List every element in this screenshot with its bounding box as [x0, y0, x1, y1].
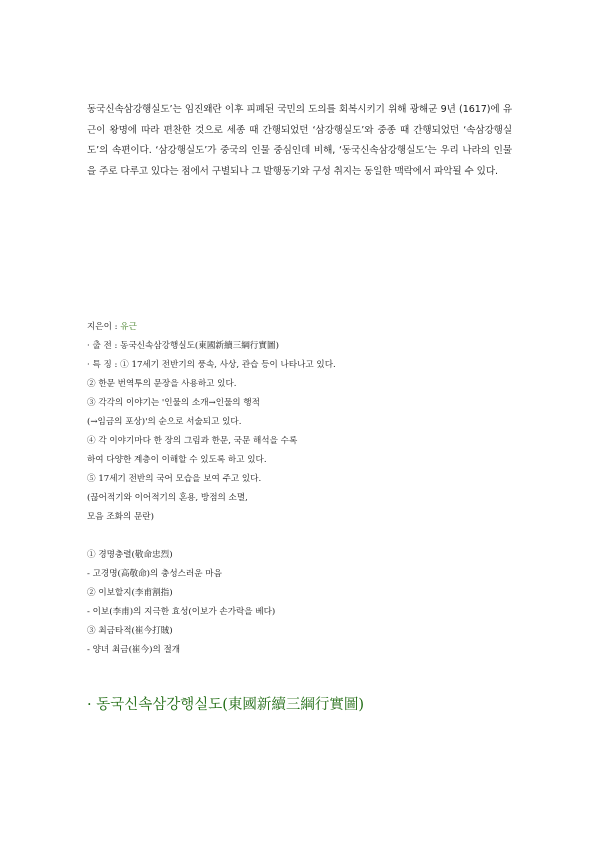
story-line: ② 이보할지(李甫割指) — [87, 588, 173, 598]
section-heading: · 동국신속삼강행실도(東國新續三綱行實圖) — [87, 697, 365, 713]
feature-line: ③ 각각의 이야기는 '인물의 소개→인물의 행적 — [87, 398, 260, 408]
story-line: - 고경명(高敬命)의 충성스러운 마음 — [87, 569, 222, 579]
feature-line: ④ 각 이야기마다 한 장의 그림과 한문, 국문 해석을 수록 — [87, 436, 298, 446]
source-line: · 출 전 : 동국신속삼강행실도(東國新續三綱行實圖) — [87, 341, 279, 351]
feature-line: ⑤ 17세기 전반의 국어 모습을 보여 주고 있다. — [87, 474, 262, 484]
story-line: - 양녀 최금(崔今)의 절개 — [87, 645, 181, 655]
story-line: - 이보(李甫)의 지극한 효성(이보가 손가락을 베다) — [87, 607, 276, 617]
author-label: 지은이 : — [87, 322, 121, 332]
story-line: ① 경명충렬(敬命忠烈) — [87, 550, 173, 560]
notes-section — [87, 318, 507, 660]
feature-line: 모음 조화의 문란) — [87, 512, 154, 522]
author-line — [87, 318, 507, 337]
feature-line: (→임금의 포상)'의 순으로 서술되고 있다. — [87, 417, 242, 427]
feature-line: 하여 다양한 계층이 이해할 수 있도록 하고 있다. — [87, 455, 267, 465]
intro-paragraph — [87, 100, 512, 182]
spacer — [87, 527, 507, 546]
feature-line: ② 한문 번역투의 문장을 사용하고 있다. — [87, 379, 237, 389]
feature-line: (끊어적기와 이어적기의 혼용, 방점의 소멸, — [87, 493, 248, 503]
story-line: ③ 최금타적(崔今打賊) — [87, 626, 173, 636]
intro-text: 동국신속삼강행실도’는 임진왜란 이후 피폐된 국민의 도의를 회복시키기 위해 광해군 9년 (1617)에 유근이 왕명에 따라 편찬한 것으로 세종 때 간행되었던 ‘삼강행실도’와 중종 때 간행되었던 ‘속삼강행실도’의 속편이다. ‘삼강행실도’가 중국의 인물 중심인데 비해, ‘동국신속삼강행실도’는 우리 나라의 인물을 주로 다루고 있다는 점에서 구별되나 그 발행동기와 구성 취지는 동일한 맥락에서 파악될 수 있다. — [87, 104, 512, 177]
author-value: 유근 — [120, 322, 137, 332]
feature-line: · 특 징 : ① 17세기 전반기의 풍속, 사상, 관습 등이 나타나고 있다. — [87, 360, 336, 370]
